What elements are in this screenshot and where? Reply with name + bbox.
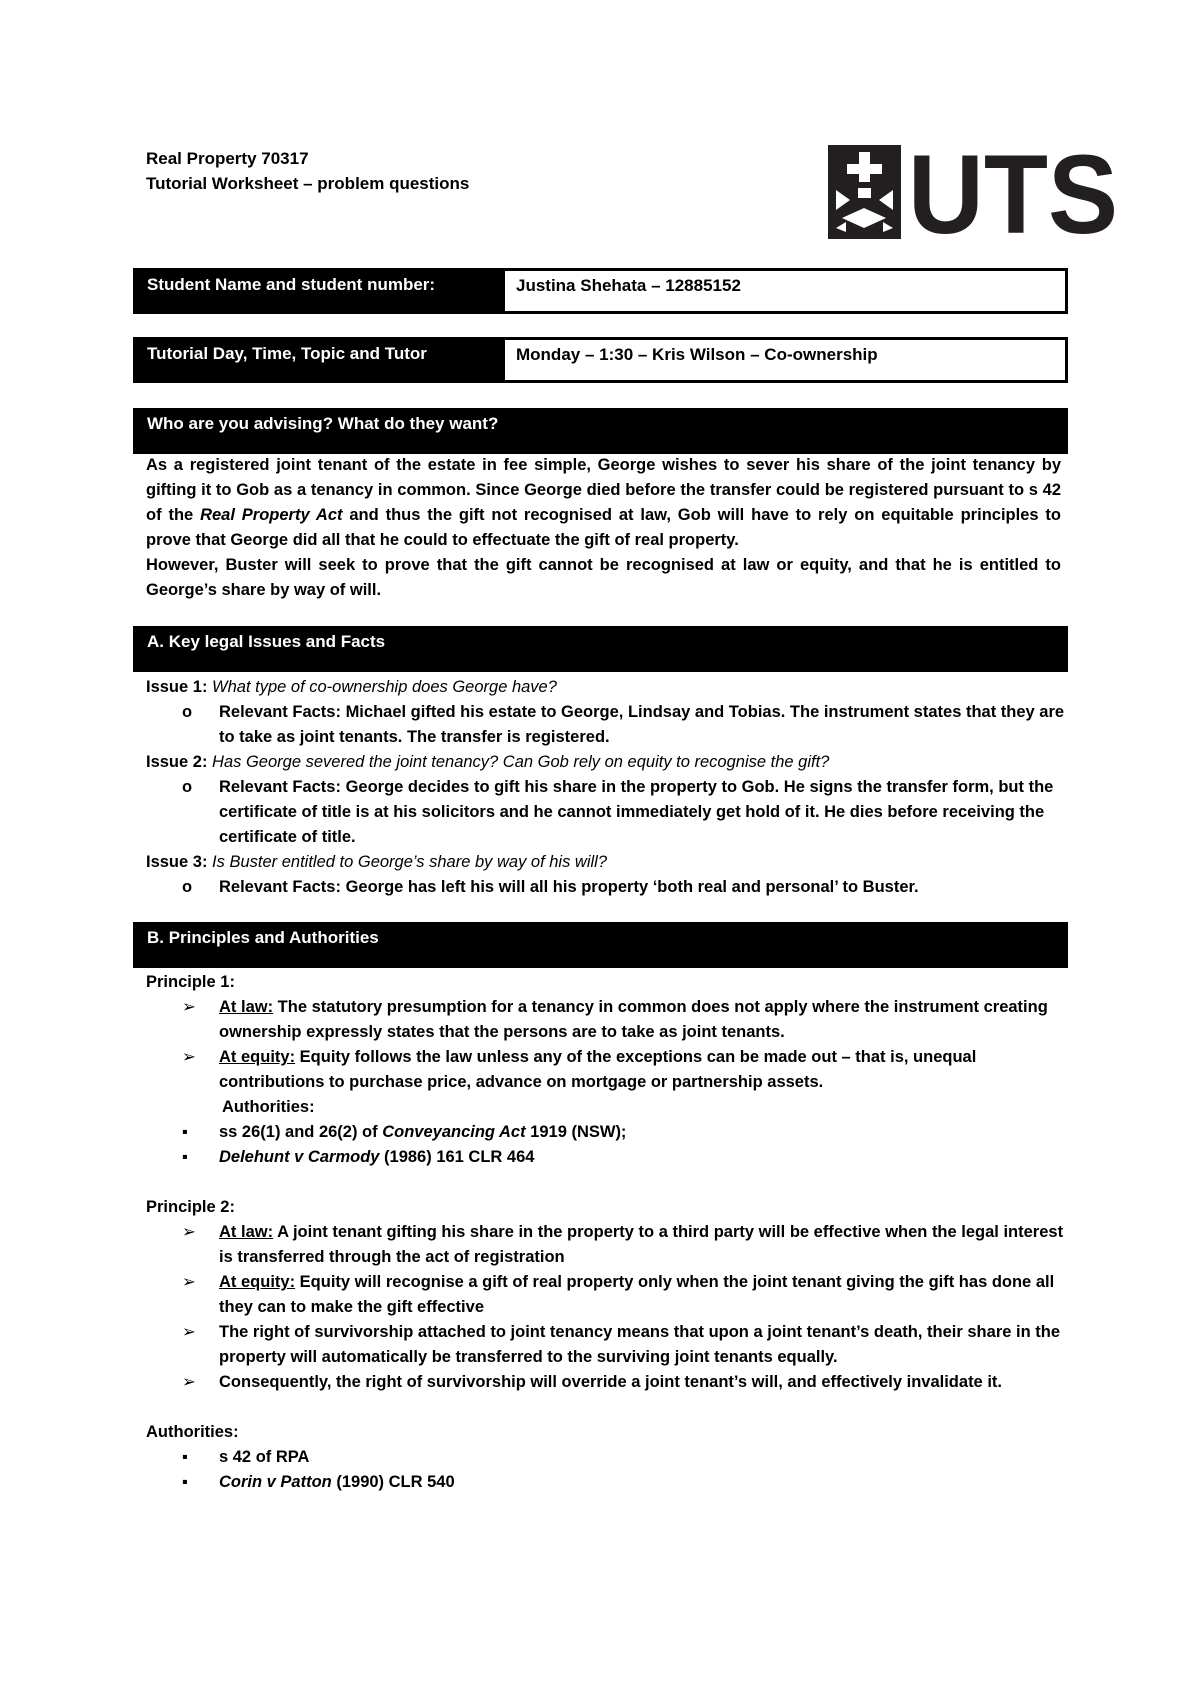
advising-text — [146, 453, 1061, 603]
issues-list — [146, 675, 1066, 900]
issue-1: Issue 1: What type of co-ownership does George have? — [146, 678, 557, 696]
square-bullet-icon: ▪ — [182, 1148, 188, 1166]
course-title: Real Property 70317 — [146, 149, 309, 168]
arrow-bullet-icon: ➢ — [182, 1223, 196, 1241]
advising-paragraph-2: However, Buster will seek to prove that the gift cannot be recognised at law or equity, and that he is entitled to George’s share by way of will. — [146, 556, 1061, 599]
arrow-bullet-icon: ➢ — [182, 1048, 196, 1066]
principle-2-authority-2: ▪ Corin v Patton (1990) CLR 540 — [146, 1470, 1066, 1495]
square-bullet-icon: ▪ — [182, 1473, 188, 1491]
student-name-label: Student Name and student number: — [133, 268, 505, 314]
document-header — [146, 146, 469, 196]
issue-1-facts: o Relevant Facts: Michael gifted his estate to George, Lindsay and Tobias. The instrument states that they are to take as joint tenants. The transfer is registered. — [146, 700, 1066, 750]
issue-3: Issue 3: Is Buster entitled to George’s share by way of his will? — [146, 853, 608, 871]
issue-3-facts: o Relevant Facts: George has left his will all his property ‘both real and personal’ to Buster. — [146, 875, 1066, 900]
principle-2-title: Principle 2: — [146, 1198, 235, 1216]
section-a-heading: A. Key legal Issues and Facts — [133, 626, 1068, 672]
logo-wordmark: UTS — [908, 142, 1118, 242]
issue-2-facts: o Relevant Facts: George decides to gift his share in the property to Gob. He signs the transfer form, but the certificate of title is at his solicitors and he cannot immediately get hold of it. He dies before receiving the certificate of title. — [146, 775, 1066, 850]
student-name-value: Justina Shehata – 12885152 — [505, 268, 1068, 314]
principle-1-authority-1: ▪ ss 26(1) and 26(2) of Conveyancing Act 1919 (NSW); — [146, 1120, 1066, 1145]
square-bullet-icon: ▪ — [182, 1123, 188, 1141]
principles-list — [146, 970, 1066, 1495]
advising-paragraph-1: As a registered joint tenant of the estate in fee simple, George wishes to sever his share of the joint tenancy by gifting it to Gob as a tenancy in common. Since George died before the transfer could be registered pursuant to s 42 of the Real Property Act and thus the gift not recognised at law, Gob will have to rely on equitable principles to prove that George did all that he could to effectuate the gift of real property. — [146, 456, 1061, 549]
advising-heading: Who are you advising? What do they want? — [133, 408, 1068, 454]
principle-2-law: ➢ At law: A joint tenant gifting his share in the property to a third party will be effective when the legal interest is transferred through the act of registration — [146, 1220, 1066, 1270]
circle-bullet-icon: o — [182, 878, 193, 896]
principle-2-authorities-label: Authorities: — [146, 1423, 239, 1441]
tutorial-label: Tutorial Day, Time, Topic and Tutor — [133, 337, 505, 383]
worksheet-title: Tutorial Worksheet – problem questions — [146, 174, 470, 193]
circle-bullet-icon: o — [182, 778, 193, 796]
uts-crest-icon — [828, 145, 901, 239]
tutorial-info-row — [133, 337, 1068, 383]
principle-1-title: Principle 1: — [146, 973, 235, 991]
principle-1-equity: ➢ At equity: Equity follows the law unless any of the exceptions can be made out – that is, unequal contributions to purchase price, advance on mortgage or partnership assets. — [146, 1045, 1066, 1095]
arrow-bullet-icon: ➢ — [182, 998, 196, 1016]
arrow-bullet-icon: ➢ — [182, 1323, 196, 1341]
student-info-row — [133, 268, 1068, 314]
issue-2: Issue 2: Has George severed the joint tenancy? Can Gob rely on equity to recognise the gift? — [146, 753, 830, 771]
principle-2-authority-1: ▪ s 42 of RPA — [146, 1445, 1066, 1470]
section-b-heading: B. Principles and Authorities — [133, 922, 1068, 968]
uts-logo — [828, 142, 1122, 242]
square-bullet-icon: ▪ — [182, 1448, 188, 1466]
principle-1-law: ➢ At law: The statutory presumption for a tenancy in common does not apply where the instrument creating ownership expressly states that the persons are to take as joint tenants. — [146, 995, 1066, 1045]
principle-2-consequently: ➢ Consequently, the right of survivorship will override a joint tenant’s will, and effectively invalidate it. — [146, 1370, 1066, 1395]
arrow-bullet-icon: ➢ — [182, 1373, 196, 1391]
tutorial-value: Monday – 1:30 – Kris Wilson – Co-ownership — [505, 337, 1068, 383]
principle-1-authorities-label: Authorities: — [222, 1098, 315, 1116]
principle-2-survivorship: ➢ The right of survivorship attached to joint tenancy means that upon a joint tenant’s death, their share in the property will automatically be transferred to the surviving joint tenants equally. — [146, 1320, 1066, 1370]
principle-1-authority-2: ▪ Delehunt v Carmody (1986) 161 CLR 464 — [146, 1145, 1066, 1170]
principle-2-equity: ➢ At equity: Equity will recognise a gift of real property only when the joint tenant giving the gift has done all they can to make the gift effective — [146, 1270, 1066, 1320]
arrow-bullet-icon: ➢ — [182, 1273, 196, 1291]
circle-bullet-icon: o — [182, 703, 193, 721]
act-name: Real Property Act — [200, 506, 343, 524]
